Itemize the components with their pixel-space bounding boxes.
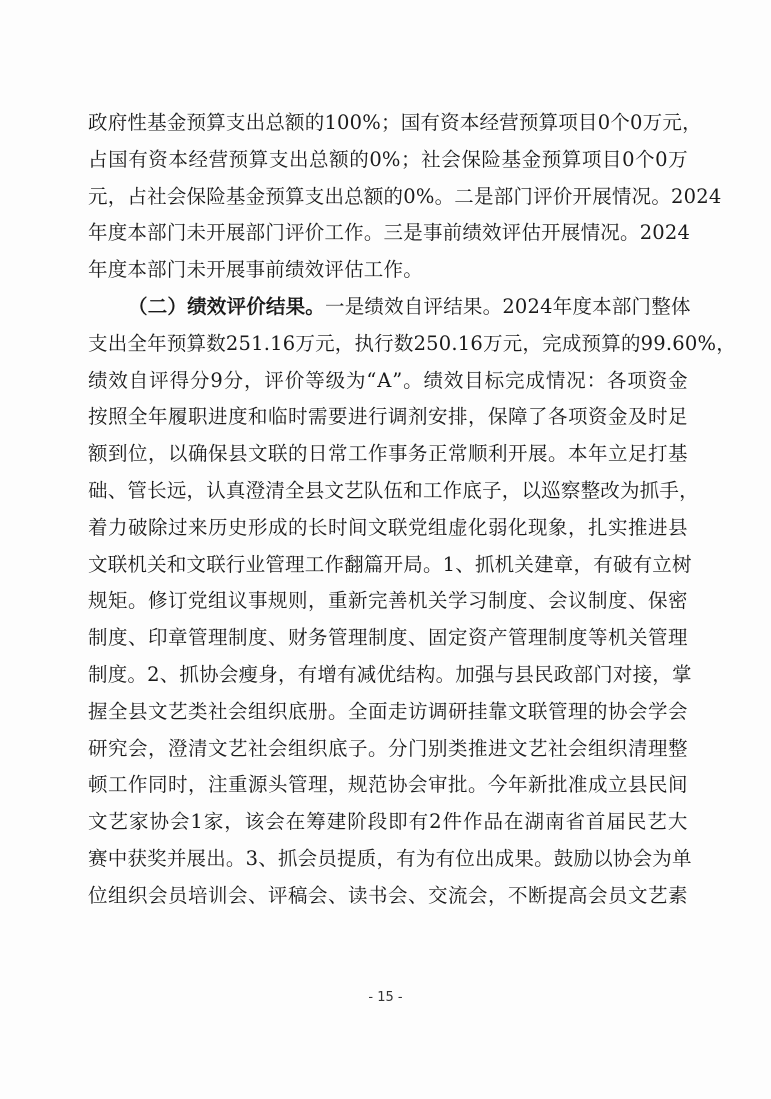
text-line: 支 出 全 年 预 算 数 251.16 万 元 ， 执 行 数 250.16 万 元 ， 完 成 预 算 的 99.60% ，	[88, 331, 736, 355]
text-line: 占 国 有 资 本 经 营 预 算 支 出 总 额 的 0% ； 社 会 保 险 基 金 预 算 项 目 0 个 0 万	[88, 147, 688, 171]
text-span: 一是绩效自评结果。2024年度本部门整体	[325, 294, 691, 318]
paragraph-start-line	[88, 289, 691, 326]
text-line: 制 度 。 2 、 抓 协 会 瘦 身 ， 有 增 有 减 优 结 构 。 加 强 与 县 民 政 部 门 对 接 ， 掌	[88, 662, 692, 686]
text-line: 位 组 织 会 员 培 训 会 、 评 稿 会 、 读 书 会 、 交 流 会 ， 不 断 提 高 会 员 文 艺 素	[88, 883, 688, 907]
body-text	[88, 105, 736, 915]
text-line: 年度本部门未开展事前绩效评估工作。	[88, 258, 423, 282]
text-line: 绩 效 自 评 得 分 9 分 ， 评 价 等 级 为 “ A ” 。 绩 效 目 标 完 成 情 况 ： 各 项 资 金	[88, 368, 688, 392]
text-line: 额 到 位 ， 以 确 保 县 文 联 的 日 常 工 作 事 务 正 常 顺 利 开 展 。 本 年 立 足 打 基	[88, 442, 688, 466]
text-line: 按 照 全 年 履 职 进 度 和 临 时 需 要 进 行 调 剂 安 排 ， 保 障 了 各 项 资 金 及 时 足	[88, 405, 688, 429]
text-line: 规 矩 。 修 订 党 组 议 事 规 则 ， 重 新 完 善 机 关 学 习 制 度 、 会 议 制 度 、 保 密	[88, 589, 688, 613]
text-line: 着 力 破 除 过 来 历 史 形 成 的 长 时 间 文 联 党 组 虚 化 弱 化 现 象 ， 扎 实 推 进 县	[88, 515, 688, 539]
text-line: 研 究 会 ， 澄 清 文 艺 社 会 组 织 底 子 。 分 门 别 类 推 进 文 艺 社 会 组 织 清 理 整	[88, 736, 688, 760]
text-line: 赛 中 获 奖 并 展 出 。 3 、 抓 会 员 提 质 ， 有 为 有 位 出 成 果 。 鼓 励 以 协 会 为 单	[88, 846, 692, 870]
text-line: 制 度 、 印 章 管 理 制 度 、 财 务 管 理 制 度 、 固 定 资 产 管 理 制 度 等 机 关 管 理	[88, 626, 688, 650]
text-line: 握 全 县 文 艺 类 社 会 组 织 底 册 。 全 面 走 访 调 研 挂 靠 文 联 管 理 的 协 会 学 会	[88, 699, 688, 723]
text-line: 顿 工 作 同 时 ， 注 重 源 头 管 理 ， 规 范 协 会 审 批 。 今 年 新 批 准 成 立 县 民 间	[88, 773, 688, 797]
text-line: 文 联 机 关 和 文 联 行 业 管 理 工 作 翻 篇 开 局 。 1 、 抓 机 关 建 章 ， 有 破 有 立 树	[88, 552, 692, 576]
page-number: - 15 -	[368, 990, 403, 1005]
text-line: 年 度 本 部 门 未 开 展 部 门 评 价 工 作 。 三 是 事 前 绩 效 评 估 开 展 情 况 。 2024	[88, 221, 691, 245]
text-line: 政 府 性 基 金 预 算 支 出 总 额 的 100% ； 国 有 资 本 经 营 预 算 项 目 0 个 0 万 元 ，	[88, 111, 702, 134]
text-line: 础 、 管 长 远 ， 认 真 澄 清 全 县 文 艺 队 伍 和 工 作 底 子 ， 以 巡 察 整 改 为 抓 手 ，	[88, 478, 699, 502]
section-heading: （二）绩效评价结果。	[128, 294, 326, 318]
text-line: 元 ， 占 社 会 保 险 基 金 预 算 支 出 总 额 的 0% 。 二 是 部 门 评 价 开 展 情 况 。 2024	[88, 184, 722, 208]
text-line: 文 艺 家 协 会 1 家 ， 该 会 在 筹 建 阶 段 即 有 2 件 作 品 在 湖 南 省 首 届 民 艺 大	[88, 810, 688, 834]
